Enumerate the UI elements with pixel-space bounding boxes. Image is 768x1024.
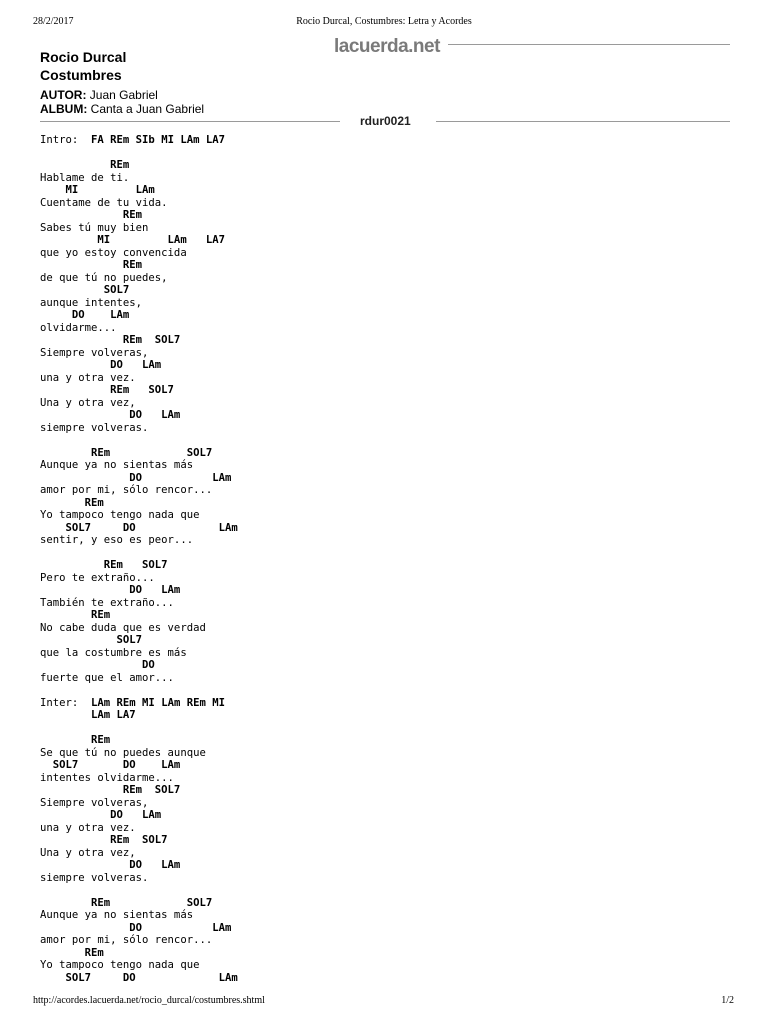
section-chords-line: [40, 697, 238, 710]
lyric-line: olvidarme...: [40, 321, 117, 334]
song-code: rdur0021: [360, 114, 411, 128]
chord-line: REm SOL7: [40, 559, 168, 571]
lyrics-chord-sheet: [40, 134, 238, 984]
song-header: [40, 48, 204, 116]
chord-line: DO LAm: [40, 409, 181, 421]
lyric-line: Yo tampoco tengo nada que: [40, 509, 200, 521]
chord-line: REm SOL7: [40, 446, 213, 459]
logo-divider: [448, 44, 730, 45]
chord-line: REm SOL7: [40, 784, 181, 796]
blank-line: [40, 434, 238, 447]
section-chords-line: [40, 134, 238, 147]
lyric-line: Aunque ya no sientas más: [40, 909, 194, 921]
blank-line: [40, 147, 238, 160]
album-line: [40, 102, 204, 116]
chord-line: REm SOL7: [40, 834, 168, 846]
lyric-line: fuerte que el amor...: [40, 671, 174, 684]
lyric-line: Se que tú no puedes aunque: [40, 746, 206, 759]
lyric-line: amor por mi, sólo rencor...: [40, 484, 213, 496]
author-label: AUTOR:: [40, 88, 87, 102]
chord-line: SOL7 DO LAm: [40, 521, 238, 534]
chord-line: REm SOL7: [40, 334, 181, 346]
print-date: 28/2/2017: [33, 16, 74, 27]
chord-line: DO LAm: [40, 859, 181, 871]
album-label: ALBUM:: [40, 102, 88, 116]
lyric-line: Sabes tú muy bien: [40, 221, 149, 234]
lyric-line: siempre volveras.: [40, 871, 149, 884]
chord-line: REm: [40, 259, 143, 271]
lyric-line: Una y otra vez,: [40, 846, 136, 859]
artist-name[interactable]: Rocio Durcal: [40, 49, 127, 65]
chord-line: DO LAm: [40, 809, 162, 821]
lyric-line: También te extraño...: [40, 596, 174, 609]
chord-line: MI LAm: [40, 184, 155, 196]
section-chords-line: [40, 709, 238, 722]
chord-line: REm SOL7: [40, 896, 213, 909]
lyric-line: amor por mi, sólo rencor...: [40, 934, 213, 946]
chord-line: REm SOL7: [40, 384, 174, 396]
lyric-line: Cuentame de tu vida.: [40, 196, 168, 209]
chord-line: REm: [40, 946, 104, 959]
chord-line: SOL7 DO LAm: [40, 971, 238, 984]
lyric-line: de que tú no puedes,: [40, 271, 168, 284]
lyric-line: intentes olvidarme...: [40, 771, 174, 784]
section-chords[interactable]: LAm LA7: [91, 709, 136, 721]
lyric-line: No cabe duda que es verdad: [40, 621, 206, 634]
chord-line: REm: [40, 496, 104, 509]
section-label: Intro:: [40, 134, 92, 146]
lyric-line: sentir, y eso es peor...: [40, 534, 194, 546]
lyric-line: siempre volveras.: [40, 421, 149, 434]
section-chords[interactable]: FA REm SIb MI LAm LA7: [91, 134, 225, 146]
chord-line: DO LAm: [40, 309, 130, 321]
lyric-line: Hablame de ti.: [40, 171, 130, 184]
chord-line: SOL7: [40, 284, 130, 296]
print-footer: [0, 995, 768, 1015]
chord-line: REm: [40, 734, 111, 746]
chord-line: REm: [40, 609, 111, 621]
print-header: [0, 0, 768, 40]
code-divider-right: [436, 121, 730, 122]
section-label: [40, 709, 91, 721]
page-number: 1/2: [721, 995, 734, 1006]
lyric-line: Pero te extraño...: [40, 571, 155, 584]
lyric-line: Una y otra vez,: [40, 396, 136, 409]
lacuerda-logo[interactable]: lacuerda.net: [334, 36, 440, 57]
blank-line: [40, 722, 238, 735]
chord-line: DO LAm: [40, 471, 232, 484]
lyric-line: una y otra vez.: [40, 371, 136, 384]
lyric-line: aunque intentes,: [40, 296, 143, 309]
page-url[interactable]: http://acordes.lacuerda.net/rocio_durcal/costumbres.shtml: [33, 995, 265, 1006]
blank-line: [40, 547, 238, 560]
song-title: Costumbres: [40, 67, 122, 83]
chord-line: REm: [40, 209, 143, 221]
print-page-title: Rocio Durcal, Costumbres: Letra y Acordes: [296, 16, 472, 27]
chord-line: MI LAm LA7: [40, 234, 225, 246]
chord-line: SOL7 DO LAm: [40, 759, 181, 771]
blank-line: [40, 884, 238, 897]
author-name[interactable]: Juan Gabriel: [89, 88, 158, 102]
lyric-line: Aunque ya no sientas más: [40, 459, 194, 471]
section-label: Inter:: [40, 696, 92, 709]
lyric-line: que la costumbre es más: [40, 646, 187, 659]
chord-line: DO LAm: [40, 359, 162, 371]
lyric-line: que yo estoy convencida: [40, 246, 187, 259]
chord-line: DO LAm: [40, 921, 232, 934]
author-line: [40, 88, 204, 102]
lyric-line: una y otra vez.: [40, 821, 136, 834]
lyric-line: Siempre volveras,: [40, 796, 149, 809]
chord-line: SOL7: [40, 634, 143, 646]
code-divider-left: [40, 121, 340, 122]
section-chords[interactable]: LAm REm MI LAm REm MI: [91, 696, 225, 709]
album-name[interactable]: Canta a Juan Gabriel: [90, 102, 205, 116]
blank-line: [40, 684, 238, 697]
chord-line: DO LAm: [40, 584, 181, 596]
lyric-line: Yo tampoco tengo nada que: [40, 959, 200, 971]
lyric-line: Siempre volveras,: [40, 346, 149, 359]
chord-line: DO: [40, 659, 155, 671]
chord-line: REm: [40, 159, 130, 171]
